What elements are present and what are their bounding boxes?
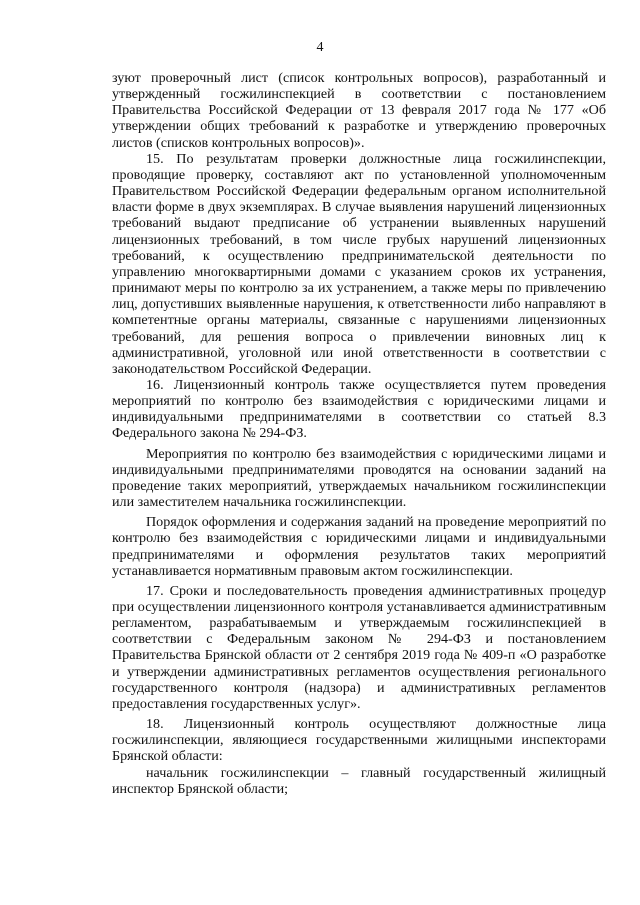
document-body (112, 70, 606, 797)
paragraph-chief-inspector: начальник госжилинспекции – главный государственный жилищный инспектор Брянской области; (112, 764, 606, 797)
paragraph-16-control-without-interaction: 16. Лицензионный контроль также осуществляется путем проведения мероприятий по контролю без взаимодействия с юридическими лицами и индивидуальными предпринимателями в соответствии со статьей 8.3 Федерального закона № 294-ФЗ. (112, 376, 606, 442)
page-number: 4 (316, 40, 324, 55)
paragraph-control-measures-tasks: Мероприятия по контролю без взаимодействия с юридическими лицами и индивидуальными предпринимателями проводятся на основании заданий на проведение таких мероприятий, утверждаемых начальником госжилинспекции или заместителем начальника госжилинспекции. (112, 445, 606, 511)
paragraph-17-administrative-procedures: 17. Сроки и последовательность проведения административных процедур при осуществлении лицензионного контроля устанавливается административным регламентом, разрабатываемым и утверждаемым госжилинспекцией в соответствии с Федеральным законом № 294-ФЗ и постановлением Правительства Брянской области от 2 сентября 2019 года № 409-п «О разработке и утверждении административных регламентов осуществления регионального государственного контроля (надзора) и административных регламентов предоставления государственных услуг». (112, 582, 606, 712)
paragraph-18-officials: 18. Лицензионный контроль осуществляют должностные лица госжилинспекции, являющиеся государственными жилищными инспекторами Брянской области: (112, 716, 606, 765)
paragraph-tasks-procedure: Порядок оформления и содержания заданий на проведение мероприятий по контролю без взаимодействия с юридическими лицами и индивидуальными предпринимателями и оформления результатов таких мероприятий устанавливается нормативным правовым актом госжилинспекции. (112, 514, 606, 579)
paragraph-checklist-continuation: зуют проверочный лист (список контрольных вопросов), разработанный и утвержденный госжилинспекцией в соответствии с постановлением Правительства Российской Федерации от 13 февраля 2017 года № 177 «Об утверждении общих требований к разработке и утверждению проверочных листов (списков контрольных вопросов)». (112, 70, 606, 151)
paragraph-15-inspection-act: 15. По результатам проверки должностные лица госжилинспекции, проводящие проверку, составляют акт по установленной уполномоченным Правительством Российской Федерации федеральным органом исполнительной власти форме в двух экземплярах. В случае выявления нарушений лицензионных требований выдают предписание об устранении выявленных нарушений лицензионных требований, в том числе грубых нарушений лицензионных требований, к осуществлению предпринимательской деятельности по управлению многоквартирными домами с указанием сроков их устранения, принимают меры по контролю за их устранением, а также меры по привлечению лиц, допустивших выявленные нарушения, к ответственности либо направляют в компетентные органы материалы, связанные с нарушениями лицензионных требований, для решения вопроса о привлечении виновных лиц к административной, уголовной или иной ответственности в соответствии с законодательством Российской Федерации. (112, 150, 606, 377)
